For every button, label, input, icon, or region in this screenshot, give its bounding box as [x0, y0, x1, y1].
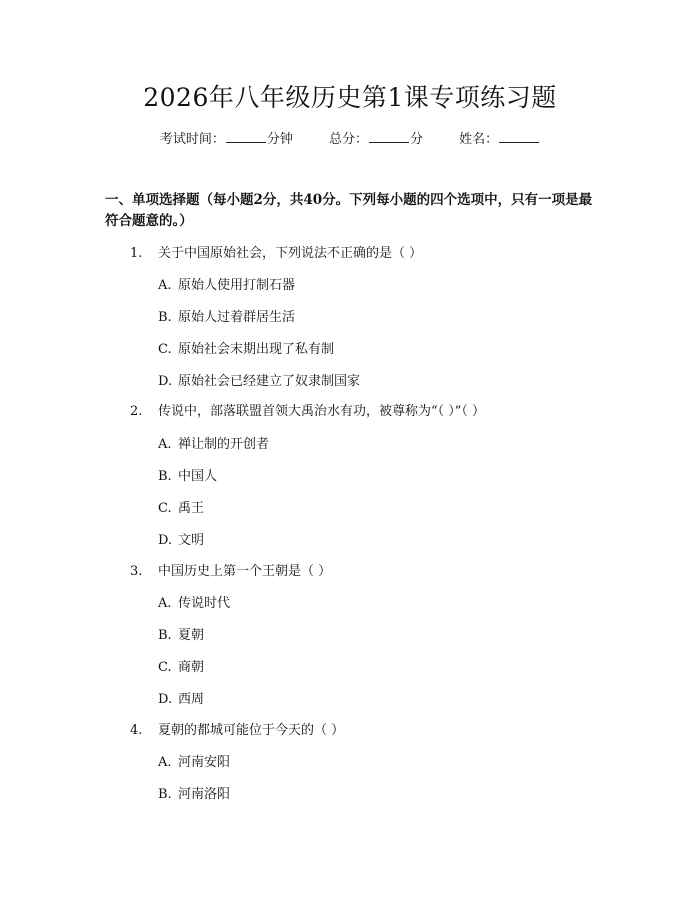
option-text: 河南洛阳	[178, 787, 231, 802]
option-letter: D.	[158, 533, 173, 548]
option-letter: A.	[158, 755, 172, 770]
score-unit: 分	[410, 132, 424, 147]
option-text: 禅让制的开创者	[178, 437, 270, 452]
question-2	[130, 402, 485, 422]
option-text: 商朝	[178, 660, 205, 675]
time-blank[interactable]	[226, 130, 266, 143]
option-2a[interactable]	[158, 435, 269, 455]
option-text: 河南安阳	[178, 755, 231, 770]
option-text: 西周	[178, 692, 205, 707]
option-1a[interactable]	[158, 276, 295, 296]
time-field	[160, 130, 293, 150]
option-letter: D.	[158, 692, 173, 707]
question-number: 2.	[130, 404, 143, 419]
exam-meta	[0, 130, 700, 150]
option-letter: A.	[158, 596, 172, 611]
option-letter: B.	[158, 787, 172, 802]
question-stem: 夏朝的都城可能位于今天的（ ）	[158, 723, 345, 738]
question-4	[130, 721, 344, 741]
time-unit: 分钟	[266, 132, 293, 147]
option-3a[interactable]	[158, 594, 230, 614]
question-number: 1.	[130, 246, 143, 261]
option-1c[interactable]	[158, 340, 334, 360]
option-letter: A.	[158, 278, 172, 293]
option-1d[interactable]	[158, 372, 360, 392]
option-text: 原始社会末期出现了私有制	[178, 342, 335, 357]
option-letter: B.	[158, 310, 172, 325]
option-2d[interactable]	[158, 531, 204, 551]
option-text: 原始社会已经建立了奴隶制国家	[178, 374, 361, 389]
option-text: 夏朝	[178, 628, 205, 643]
option-2b[interactable]	[158, 467, 217, 487]
question-number: 3.	[130, 564, 143, 579]
option-letter: C.	[158, 660, 172, 675]
score-label: 总分：	[328, 132, 368, 147]
option-text: 原始人过着群居生活	[178, 310, 296, 325]
name-label: 姓名：	[459, 132, 499, 147]
time-label: 考试时间：	[159, 132, 225, 147]
option-text: 文明	[178, 533, 205, 548]
question-stem: 关于中国原始社会，下列说法不正确的是（ ）	[158, 246, 423, 261]
option-letter: B.	[158, 469, 172, 484]
question-1	[130, 244, 422, 264]
option-text: 原始人使用打制石器	[178, 278, 296, 293]
score-field	[329, 130, 423, 150]
section-heading: 一、单项选择题（每小题2分，共40分。下列每小题的四个选项中，只有一项是最符合题意的。）	[105, 192, 593, 229]
score-blank[interactable]	[369, 130, 409, 143]
option-letter: C.	[158, 501, 172, 516]
name-field	[459, 130, 540, 150]
name-blank[interactable]	[499, 130, 539, 143]
question-stem: 中国历史上第一个王朝是（ ）	[158, 564, 332, 579]
option-3d[interactable]	[158, 690, 204, 710]
option-letter: B.	[158, 628, 172, 643]
question-3	[130, 562, 331, 582]
question-number: 4.	[130, 723, 143, 738]
option-3c[interactable]	[158, 658, 204, 678]
option-3b[interactable]	[158, 626, 204, 646]
option-4b[interactable]	[158, 785, 230, 805]
option-4a[interactable]	[158, 753, 230, 773]
option-letter: C.	[158, 342, 172, 357]
option-letter: A.	[158, 437, 172, 452]
option-2c[interactable]	[158, 499, 204, 519]
option-text: 中国人	[178, 469, 218, 484]
option-text: 传说时代	[178, 596, 231, 611]
page-title: 2026年八年级历史第1课专项练习题	[143, 83, 557, 112]
option-text: 禹王	[178, 501, 205, 516]
question-stem: 传说中，部落联盟首领大禹治水有功，被尊称为“（ ）”（ ）	[158, 404, 486, 419]
option-letter: D.	[158, 374, 173, 389]
option-1b[interactable]	[158, 308, 295, 328]
